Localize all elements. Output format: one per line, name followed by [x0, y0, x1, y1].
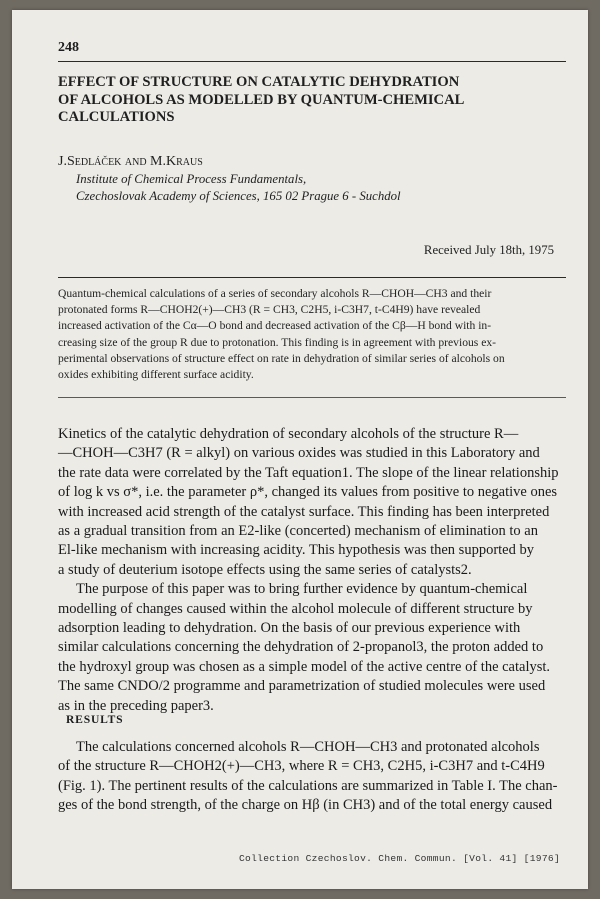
journal-footer: Collection Czechoslov. Chem. Commun. [Vol. 41] [1976]: [238, 853, 560, 864]
abstract-line: perimental observations of structure effect on rate in dehydration of similar series of alcohols on: [58, 351, 505, 365]
body-line: —CHOH—C3H7 (R = alkyl) on various oxides was studied in this Laboratory and: [58, 445, 540, 462]
title-line: OF ALCOHOLS AS MODELLED BY QUANTUM-CHEMICAL: [58, 91, 465, 108]
results-line: ges of the bond strength, of the charge on Hβ (in CH3) and of the total energy caused: [58, 797, 553, 814]
affiliation-line: Institute of Chemical Process Fundamentals,: [76, 172, 307, 186]
results-text: [58, 738, 566, 816]
article-title: [58, 74, 558, 127]
body-line: El-like mechanism with increasing acidity. This hypothesis was then supported by: [58, 542, 534, 559]
journal-page: [12, 10, 588, 889]
body-line: as a gradual transition from an E2-like (concerted) mechanism of elimination to an: [58, 523, 538, 540]
results-line: of the structure R—CHOH2(+)—CH3, where R = CH3, C2H5, i-C3H7 and t-C4H9: [58, 758, 545, 775]
title-line: EFFECT OF STRUCTURE ON CATALYTIC DEHYDRATION: [58, 74, 460, 90]
body-line: The purpose of this paper was to bring further evidence by quantum-chemical: [76, 581, 528, 598]
body-line: The same CNDO/2 programme and parametrization of studied molecules were used: [58, 678, 546, 695]
abstract-line: creasing size of the group R due to protonation. This finding is in agreement with previous ex-: [58, 335, 496, 349]
body-line: Kinetics of the catalytic dehydration of secondary alcohols of the structure R—: [58, 426, 519, 442]
body-line: the rate data were correlated by the Taft equation1. The slope of the linear relationship: [58, 464, 559, 481]
results-line: (Fig. 1). The pertinent results of the calculations are summarized in Table I. The chan-: [58, 777, 558, 794]
body-line: with increased acid strength of the catalyst surface. This finding has been interpreted: [58, 503, 550, 520]
abstract-line: Quantum-chemical calculations of a series of secondary alcohols R—CHOH—CH3 and their: [58, 287, 492, 300]
abstract-top-rule: [58, 277, 566, 278]
abstract-line: increased activation of the Cα—O bond and decreased activation of the Cβ—H bond with in-: [58, 319, 492, 333]
affiliation: [76, 171, 401, 205]
results-line: The calculations concerned alcohols R—CHOH—CH3 and protonated alcohols: [76, 739, 540, 755]
body-line: similar calculations concerning the dehydration of 2-propanol3, the proton added to: [58, 639, 544, 656]
introduction-text: [58, 425, 566, 716]
body-line: adsorption leading to dehydration. On the basis of our previous experience with: [58, 620, 521, 637]
title-line: CALCULATIONS: [58, 109, 175, 125]
affiliation-line: Czechoslovak Academy of Sciences, 165 02 Prague 6 - Suchdol: [76, 189, 401, 203]
body-line: a study of deuterium isotope effects using the same series of catalysts2.: [58, 561, 472, 578]
page-number: 248: [58, 40, 79, 55]
abstract-line: oxides exhibiting different surface acidity.: [58, 368, 254, 382]
section-heading-results: RESULTS: [66, 713, 124, 726]
abstract-bottom-rule: [58, 397, 566, 398]
header-rule: [58, 61, 566, 62]
authors: J.Sedláček and M.Kraus: [58, 154, 203, 169]
abstract: [58, 286, 566, 383]
body-line: as in the preceding paper3.: [58, 697, 214, 714]
abstract-line: protonated forms R—CHOH2(+)—CH3 (R = CH3, C2H5, i-C3H7, t-C4H9) have revealed: [58, 303, 481, 317]
body-line: of log k vs σ*, i.e. the parameter ρ*, changed its values from positive to negative ones: [58, 484, 558, 501]
body-line: modelling of changes caused within the alcohol molecule of different structure by: [58, 600, 533, 617]
body-line: the hydroxyl group was chosen as a simple model of the active centre of the catalyst.: [58, 658, 551, 675]
received-date: Received July 18th, 1975: [423, 243, 554, 257]
